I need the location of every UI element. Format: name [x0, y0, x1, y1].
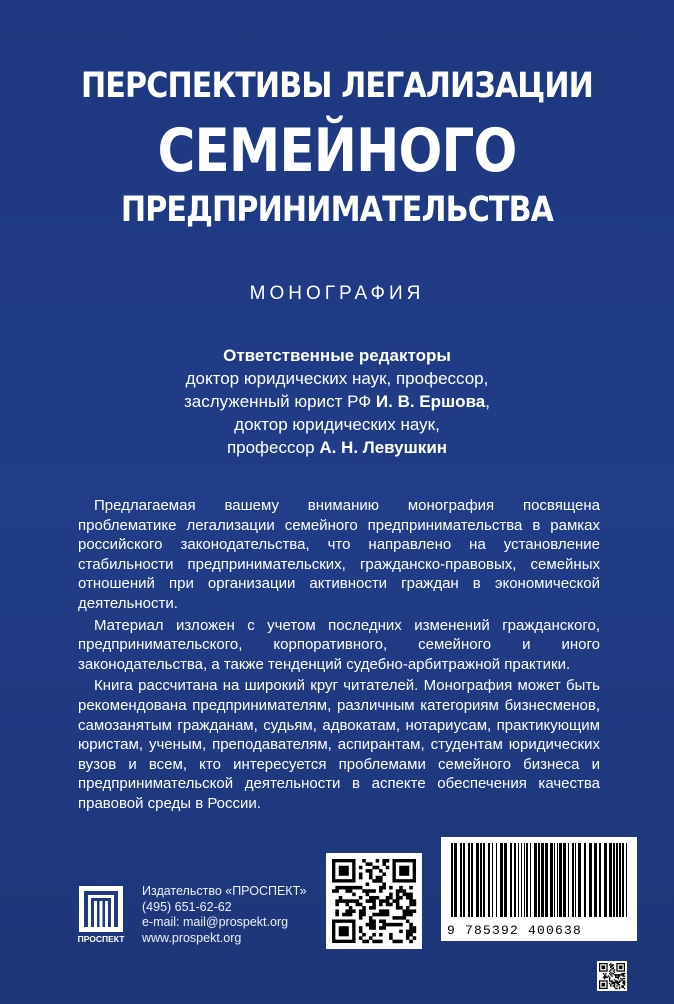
- title-line-1: ПЕРСПЕКТИВЫ ЛЕГАЛИЗАЦИИ: [80, 66, 594, 106]
- editors-heading: Ответственные редакторы: [223, 346, 451, 365]
- publisher-phone: (495) 651-62-62: [142, 899, 232, 914]
- publisher-contacts: [142, 884, 307, 946]
- annotation-text: [78, 496, 600, 816]
- small-qr-icon: [597, 961, 627, 991]
- isbn-barcode: [441, 837, 637, 941]
- title-line-2: СЕМЕЙНОГО: [157, 116, 517, 186]
- editor-name-1: И. В. Ершова: [375, 392, 486, 411]
- qr-code: [326, 853, 422, 949]
- qr-code-icon: [326, 853, 422, 949]
- editors-block: [0, 344, 674, 459]
- book-type-label: МОНОГРАФИЯ: [249, 283, 425, 304]
- editor-line-4-prefix: профессор: [226, 438, 320, 457]
- editor-line-2-prefix: заслуженный юрист РФ: [184, 392, 376, 411]
- editor-line-2-suffix: ,: [485, 392, 490, 411]
- annotation-paragraph-1: Предлагаемая вашему вниманию монография посвящена проблематике легализации семейного предпринимательства в рамках российского законодательства, что направлено на установление стабильности предпринимательских, гражданско-правовых, семейных отношений при организации активности граждан в экономической деятельности.: [78, 497, 600, 612]
- logo-caption: ПРОСПЕКТ: [77, 934, 125, 944]
- prospekt-logo-icon: [76, 886, 126, 944]
- publisher-logo: [76, 886, 126, 944]
- small-qr-code: [597, 961, 627, 991]
- editor-line-3: доктор юридических наук,: [234, 415, 440, 434]
- editor-line-1: доктор юридических наук, профессор,: [185, 369, 489, 388]
- isbn-digits: 9 785392 400638: [447, 923, 583, 938]
- publisher-name: Издательство «ПРОСПЕКТ»: [142, 884, 307, 898]
- annotation-paragraph-3: Книга рассчитана на широкий круг читателей. Монография может быть рекомендована предпринимателям, различным категориям бизнесменов, самозанятым гражданам, судьям, адвокатам, нотариусам, практикующим юристам, ученым, преподавателям, аспирантам, студентам юридических вузов и всем, кто интересуется проблемами семейного бизнеса и предпринимательской деятельности в аспекте обеспечения качества правовой среды в России.: [78, 677, 600, 812]
- publisher-website: www.prospekt.org: [142, 930, 242, 945]
- publisher-email: e-mail: mail@prospekt.org: [142, 915, 289, 930]
- title-line-3: ПРЕДПРИНИМАТЕЛЬСТВА: [120, 190, 554, 230]
- editor-name-2: А. Н. Левушкин: [319, 438, 448, 457]
- annotation-paragraph-2: Материал изложен с учетом последних изменений гражданского, предпринимательского, корпоративного, семейного и иного законодательства, а также тенденций судебно-арбитражной практики.: [78, 616, 600, 673]
- editor-line-2: [0, 390, 674, 413]
- editor-line-4: [0, 436, 674, 459]
- barcode-icon: [441, 837, 637, 921]
